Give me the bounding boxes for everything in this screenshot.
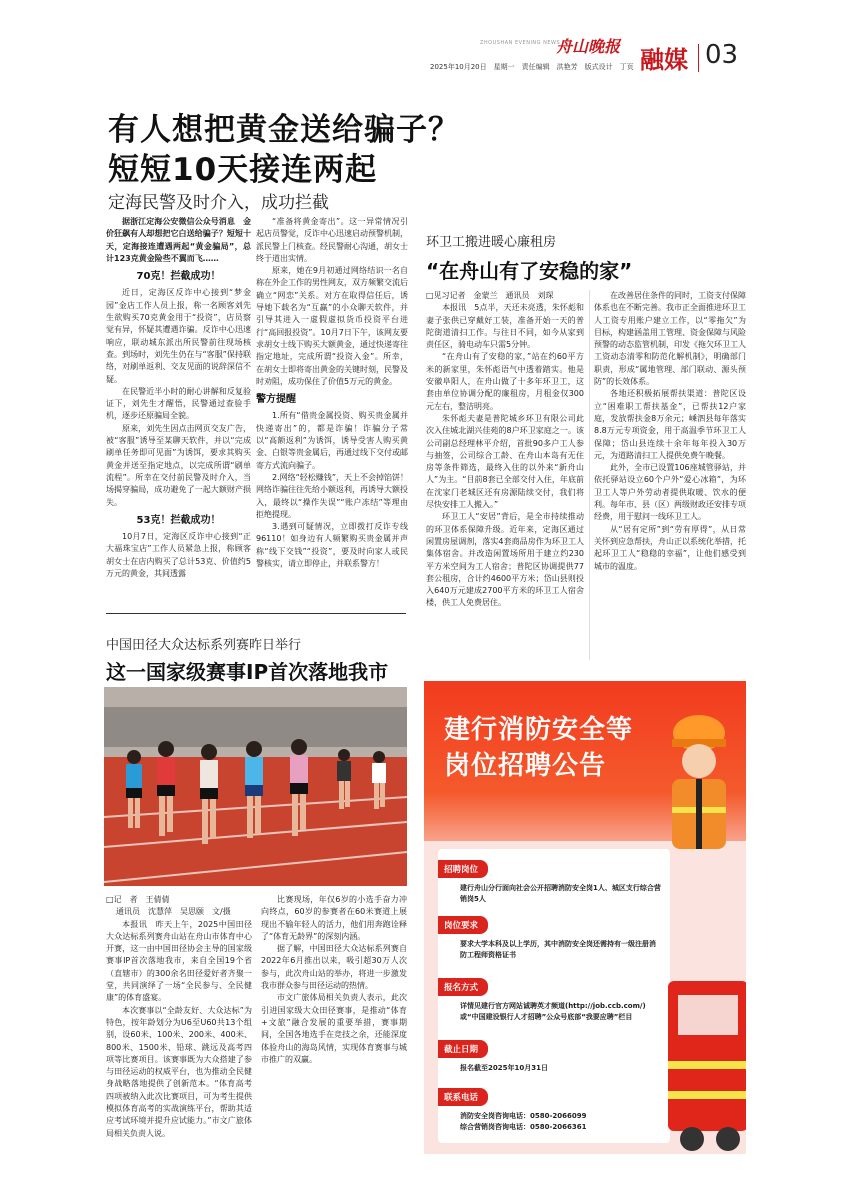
- firefighter-icon: [656, 711, 742, 851]
- ad-text: 报名截至2025年10月31日: [460, 1064, 548, 1072]
- article1-subhead-1: 70克！拦截成功！: [136, 271, 221, 283]
- ad-phone-1: 消防安全岗咨询电话：0580-2066099: [460, 1112, 587, 1120]
- article2-paragraph: 朱怀彪夫妻是普陀城乡环卫有限公司此次入住城北湖兴佳苑的8户环卫家庭之一。该公司副总经理林平介绍，首批90多户工人参与抽签，公司综合工龄、在舟山本岛有无住房等条件筛选，最终入住的以外来“新舟山人”为主。“目前8套已全部交付入住，年底前在沈家门老城区还有房源陆续交付，我们将尽快安排工人搬入。”: [426, 413, 584, 510]
- article2-paragraph: 在改善居住条件的同时，工资支付保障体系也在不断完善。我市正全面推进环卫工人工资专用账户建立工作，以“零拖欠”为目标，构建涵盖用工管理、资金保障与风险预警的动态监管机制，印发《拖欠环卫工人工资动态清零和防范化解机制》，明确部门职责，形成“属地管理、部门联动、源头预防”的长效体系。: [594, 291, 746, 387]
- section-divider: [106, 613, 406, 614]
- masthead-url: ZHOUSHAN EVENING NEWS: [480, 40, 561, 46]
- article2-paragraph: 此外，全市已设置106座城管驿站，并依托驿站设立60个户外“爱心冰箱”，为环卫工人等户外劳动者提供取暖、饮水的便利。每年市、县（区）两级财政还安排专项经费，用于慰问一线环卫工人。: [594, 463, 746, 522]
- ad-info-card: [438, 849, 670, 1143]
- article2-column-2: [594, 290, 746, 660]
- police-tip: 2.网络“轻松赚钱”，天上不会掉馅饼！网络诈骗往往先给小额返利，再诱导大额投入，最终以“操作失误”“账户冻结”等理由拒绝提现。: [256, 472, 408, 519]
- fire-truck-icon: [662, 971, 746, 1154]
- ad-section: [438, 975, 670, 1023]
- ad-section: [438, 1037, 556, 1074]
- ad-section: [438, 913, 670, 961]
- article2-paragraph: 环卫工人“安居”背后，是全市持续推动的环卫体系保障升级。近年来，定海区通过闲置房屋调剂，落实4套商品房作为环卫工人集体宿舍。并改造闲置场所用于建立约230平方米空间为工人宿舍；普陀区协调提供77套公租房，合计约4600平方米；岱山县则投入640万元建成2700平方米的环卫工人宿舍楼，供工人免费居住。: [426, 512, 584, 608]
- ad-text: 详情见建行官方网站诚聘英才频道(http://job.ccb.com/)或“中国建设银行人才招聘”公众号底部“我要应聘”栏目: [460, 1002, 646, 1021]
- recruitment-ad: [424, 681, 746, 1154]
- article2-kicker: 环卫工搬进暖心廉租房: [426, 235, 557, 250]
- article3-paragraph: 市文广旅体局相关负责人表示，此次引进国家级大众田径赛事，是推动“体育+文旅”融合发展的重要举措，赛事期间，全国各地选手在竞技之余，还能深度体验舟山的海岛风情，实现体育赛事与城市推广的双赢。: [261, 993, 407, 1064]
- ad-section: [438, 1085, 594, 1133]
- article3-paragraph: 本报讯 昨天上午，2025中国田径大众达标系列赛舟山站在舟山市体育中心开赛，这一由中国田径协会主导的国家级赛事IP首次落地我市，来自全国19个省（直辖市）的300余名田径爱好者齐聚一堂，共同演绎了一场“全民参与、全民健康”的体育盛宴。: [106, 919, 252, 1003]
- article3-title: 这一国家级赛事IP首次落地我市: [106, 660, 389, 684]
- article1-paragraph: 原来，她在9月初通过网络结识一名自称在外企工作的男性网友，双方频繁交流后确立“网恋”关系。对方在取得信任后，诱导她下载名为“互赢”的小众聊天软件，并引导其进入一虚假虚拟货币投资平台进行“高回报投资”。10月7日下午，该网友要求胡女士线下购买大额黄金，通过快递寄往指定地址，完成所谓“投资入金”。所幸，在胡女士即将寄出黄金的关键时刻，民警及时劝阻，成功保住了价值5万元的黄金。: [256, 266, 408, 386]
- article3-kicker: 中国田径大众达标系列赛昨日举行: [106, 638, 302, 653]
- article1-subtitle: 定海民警及时介入，成功拦截: [108, 193, 329, 213]
- article1-paragraph: 在民警近半小时的耐心讲解和反复验证下，刘先生才醒悟，民警通过查验手机，逐步还原骗局全貌。: [106, 386, 251, 421]
- article3-byline-1: □记 者 王倩倩: [106, 895, 170, 904]
- column-rule: [589, 290, 590, 660]
- article3-column-2: [261, 894, 407, 1154]
- police-tip: 3.遇到可疑情况，立即拨打反诈专线96110！如身边有人频繁购买贵金属并声称“线下交钱”“投资”，要及时向家人或民警核实，请立即停止，并联系警方！: [256, 522, 408, 569]
- ad-label: 报名方式: [438, 978, 488, 996]
- ad-title-line-1: 建行消防安全等: [444, 715, 634, 745]
- article2-byline: □见习记者 金蒙兰 通讯员 刘琛: [426, 291, 554, 300]
- article2-paragraph: “在舟山有了安稳的家，”站在约60平方米的新家里，朱怀彪语气中透着踏实。他是安徽阜阳人，在舟山做了十多年环卫工，这套由单位协调分配的廉租房，月租金仅300元左右，整洁明亮。: [426, 352, 584, 411]
- article1-lead: 据浙江定海公安微信公众号消息 金价狂飙有人却想把它白送给骗子？短短十天，定海接连遭遇两起“黄金骗局”，总计123克黄金险些不翼而飞……: [106, 217, 251, 263]
- date-line: 2025年10月20日 星期一 责任编辑 洪艳芳 版式设计 丁页: [430, 63, 634, 71]
- ad-text: 建行舟山分行面向社会公开招聘消防安全岗1人、城区支行综合营销岗5人: [460, 884, 661, 903]
- article1-paragraph: “准备将黄金寄出”。这一异常情况引起店员警觉，反诈中心迅速启动预警机制，派民警上门核查。经民警耐心沟通，胡女士终于道出实情。: [256, 217, 408, 263]
- article2-title: “在舟山有了安稳的家”: [426, 259, 633, 283]
- article2-paragraph: 本报讯 5点半，天还未亮透，朱怀彪和妻子张供已穿戴好工装，准备开始一天的普陀街道清扫工作。与往日不同，如今从家到责任区，骑电动车只需5分钟。: [426, 303, 584, 350]
- ad-label: 岗位要求: [438, 916, 488, 934]
- police-tip: 1.所有“借贵金属投资、购买贵金属并快递寄出”的，都是诈骗！诈骗分子常以“高额返利”为诱饵，诱导受害人购买黄金、白银等贵金属后，再通过线下交付或邮寄方式流向骗子。: [256, 411, 408, 470]
- article1-headline-1: 有人想把黄金送给骗子？: [108, 112, 460, 148]
- article2-column-1: [426, 290, 584, 660]
- article2-paragraph: 从“居有定所”到“劳有厚得”，从日常关怀到应急帮扶，舟山正以系统化举措，托起环卫工人“稳稳的幸福”，让他们感受到城市的温度。: [594, 524, 746, 571]
- masthead: [0, 0, 842, 80]
- article3-column-1: [106, 894, 252, 1154]
- article1-column-1: [106, 216, 251, 606]
- page-number: 03: [705, 40, 739, 70]
- race-photo: [104, 687, 407, 886]
- article1-column-2: [256, 216, 408, 616]
- masthead-divider: [698, 44, 699, 72]
- article3-paragraph: 本次赛事以“全龄友好、大众达标”为特色，按年龄划分为U6至U60共13个组别，设60米、100米、200米、400米、800米、1500米、铅球、跳远及高考四项等比赛项目。该赛事既为大众搭建了参与田径运动的权威平台，也为推动全民健身战略落地提供了创新范本。“体育高考四项被纳入此次比赛项目，可为考生提供模拟体育高考的实战演练平台，帮助其适应考试环境并提升应试能力。”市文广旅体局相关负责人说。: [106, 1005, 252, 1138]
- article3-paragraph: 比赛现场，年仅6岁的小选手奋力冲向终点，60岁的参赛者在60米赛道上展现出不输年轻人的活力，他们用奔跑诠释了“体育无龄界”的深刻内涵。: [261, 895, 407, 941]
- article3-byline-2: 通讯员 沈慧萍 吴思颐 文/摄: [116, 907, 231, 917]
- ad-phone-2: 综合营销岗咨询电话：0580-2066361: [460, 1123, 587, 1131]
- article1-headline-2: 短短10天接连两起: [108, 152, 378, 188]
- newspaper-logo: 舟山晚报: [556, 37, 621, 56]
- police-tips-heading: 警方提醒: [256, 394, 296, 406]
- article1-paragraph: 近日，定海区反诈中心接到“梦金园”金店工作人员上报，称一名顾客刘先生欲购买70克黄金用于“投资”，店员察觉有异，怀疑其遭遇诈骗。反诈中心迅速响应，联动城东派出所民警前往现场核查。到场时，刘先生仍在与“客服”保持联络，对刷单返利、交友见面的说辞深信不疑。: [106, 288, 251, 384]
- ad-label: 截止日期: [438, 1040, 488, 1058]
- article2-paragraph: 各地还积极拓展帮扶渠道：普陀区设立“困难职工帮扶基金”，已帮扶12户家庭，发放帮扶金8万余元；嵊泗县每年落实8.8万元专项资金，用于高温季节环卫工人保障；岱山县连续十余年每年投入30万元，为道路清扫工人提供免费午晚餐。: [594, 389, 746, 460]
- ad-section: [438, 857, 670, 905]
- ad-title-line-2: 岗位招聘公告: [444, 751, 607, 781]
- ad-text: 要求大学本科及以上学历，其中消防安全岗还需持有一级注册消防工程师资格证书: [460, 940, 656, 959]
- ad-label: 联系电话: [438, 1088, 488, 1106]
- article1-paragraph: 10月7日，定海区反诈中心接到“正大福珠宝店”工作人员紧急上报，称顾客胡女士在店内购买了总计53克、价值约5万元的黄金，其间透露: [106, 532, 251, 579]
- article1-subhead-2: 53克！拦截成功！: [136, 514, 221, 526]
- article3-paragraph: 据了解，中国田径大众达标系列赛自2022年6月推出以来，吸引超30万人次参与，此次舟山站的举办，将进一步激发我市群众参与田径运动的热情。: [261, 944, 407, 991]
- ad-label: 招聘岗位: [438, 860, 488, 878]
- article1-paragraph: 原来，刘先生因点击网页交友广告，被“客服”诱导至某聊天软件，并以“完成刷单任务即可见面”为诱饵，要求其购买黄金并送至指定地点，以完成所谓“刷单流程”。所幸在交付前民警及时介入，当场揭穿骗局，成功避免了一起大额财产损失。: [106, 423, 251, 507]
- section-name: 融媒: [640, 45, 688, 74]
